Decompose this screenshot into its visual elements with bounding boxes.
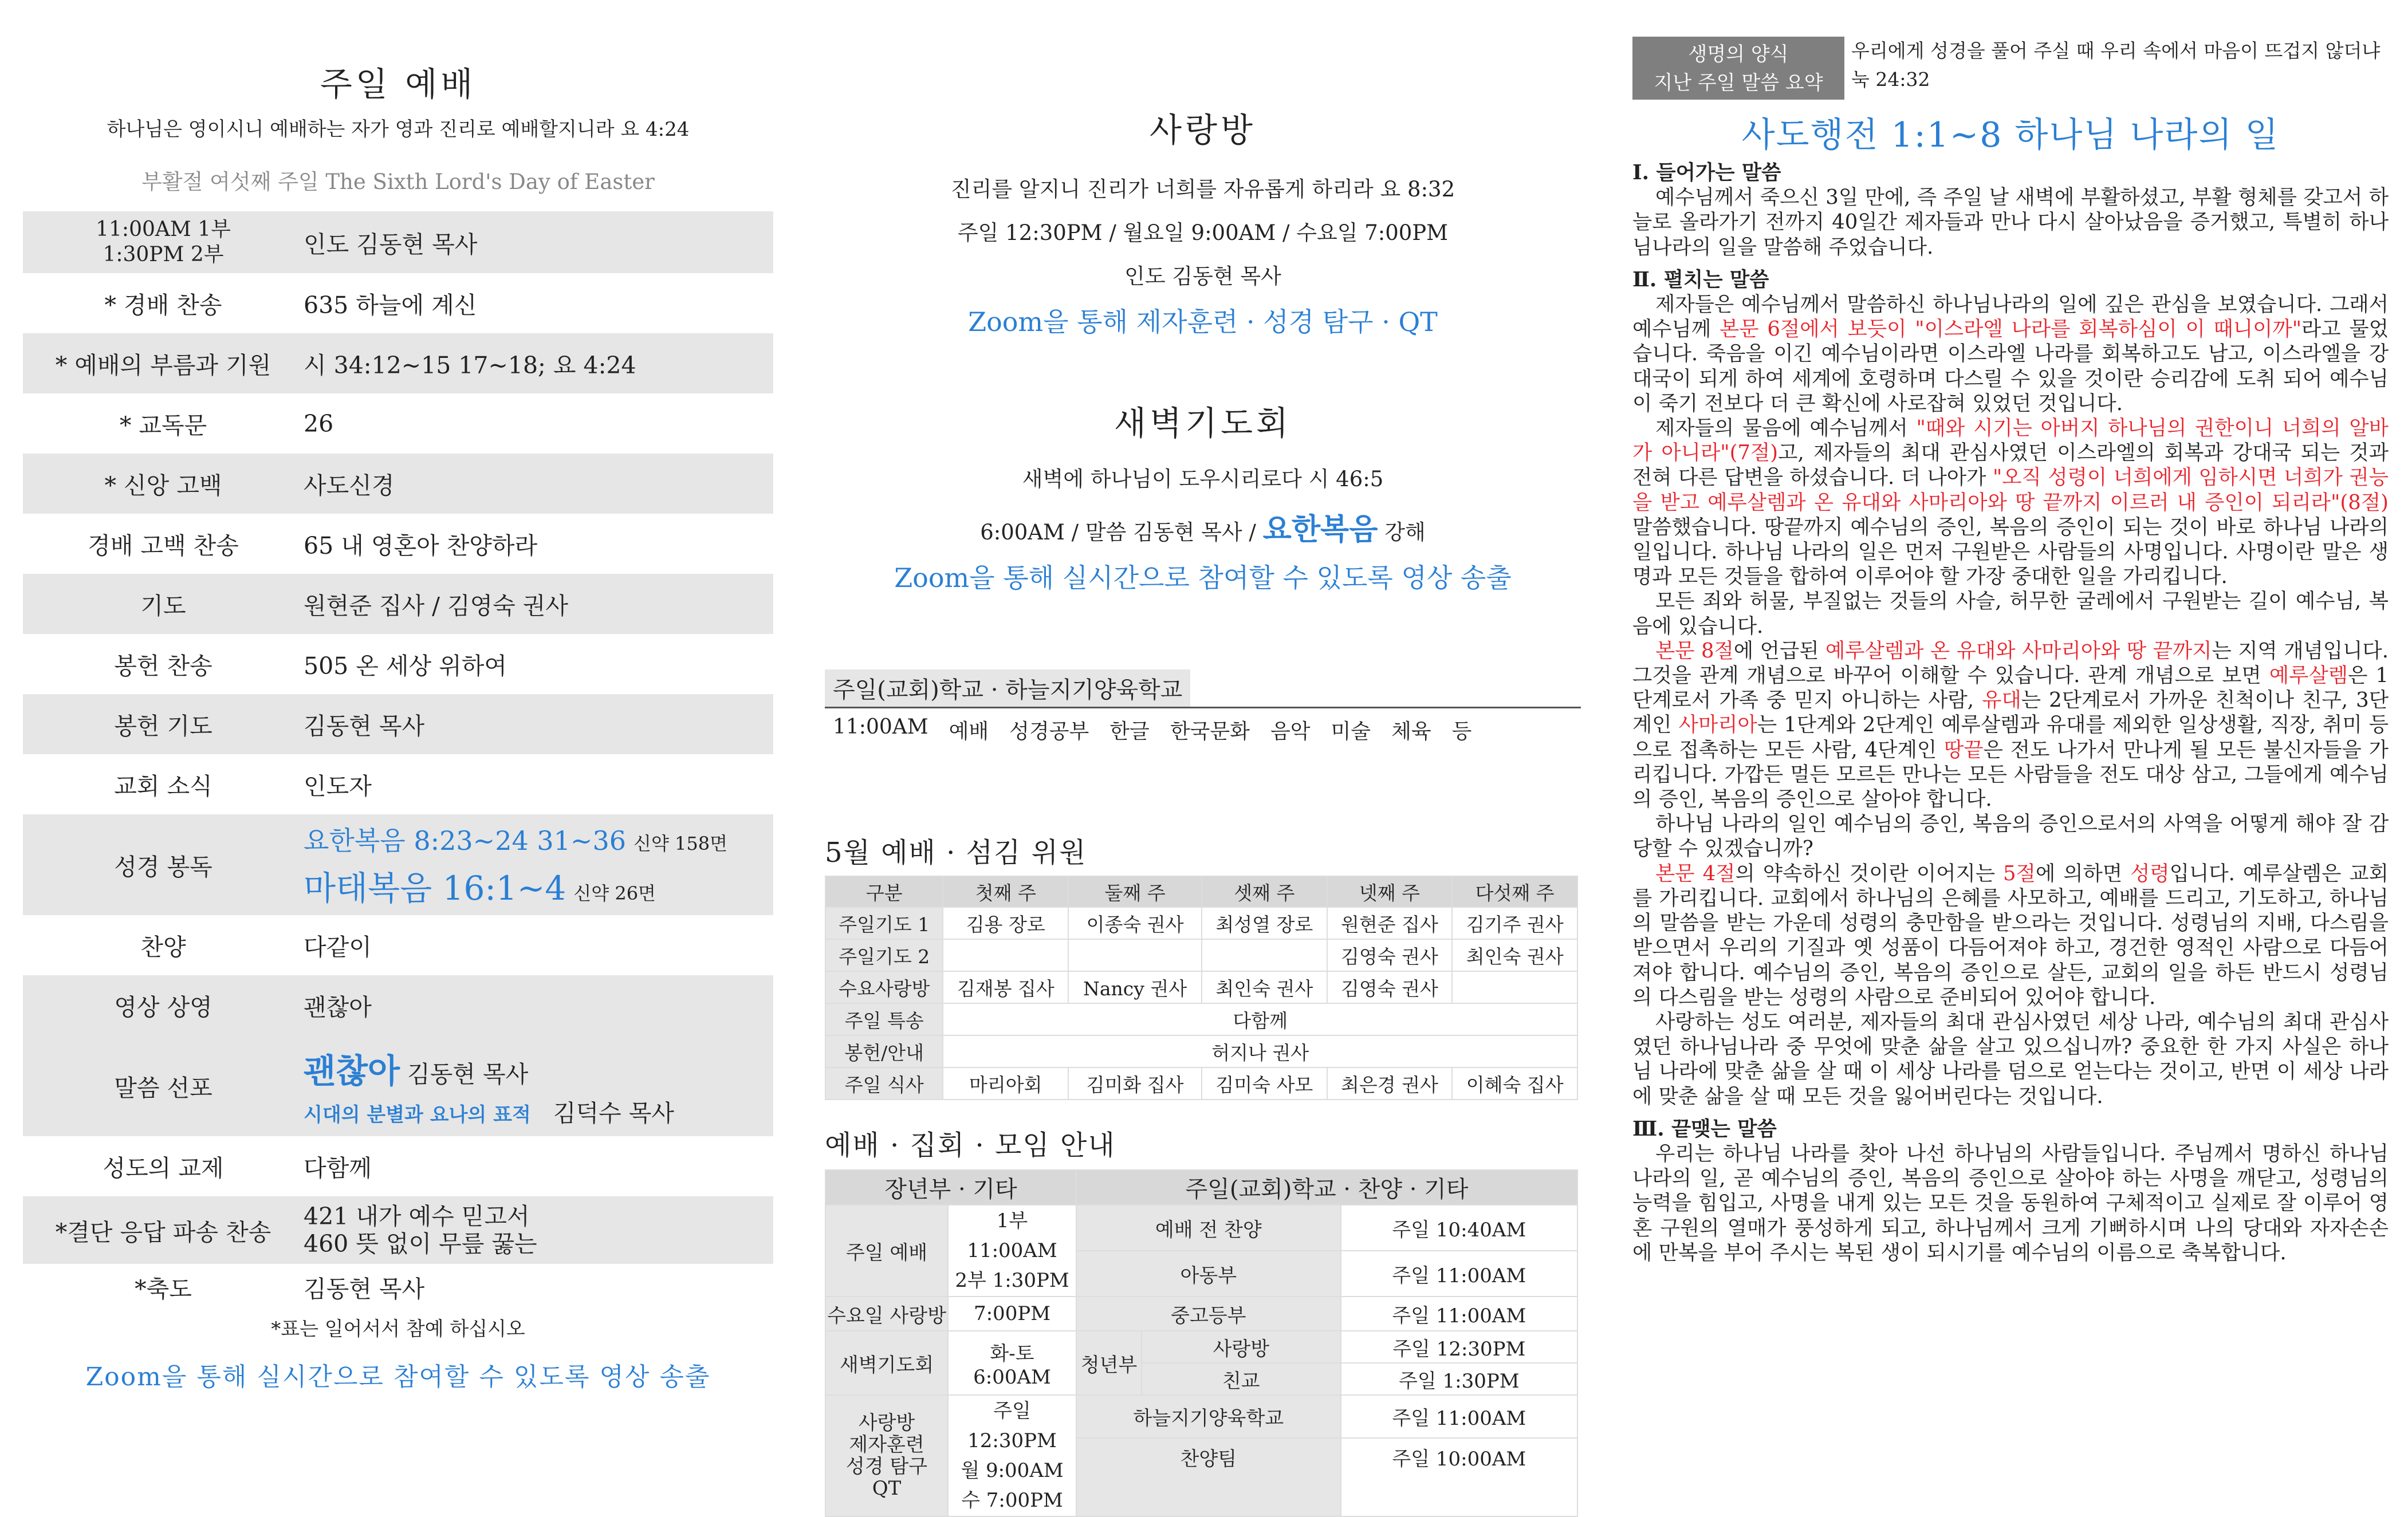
sermon-summary-column — [1632, 0, 2389, 1460]
school-item: 음악 — [1270, 720, 1311, 743]
sermon-title: 괜찮아 — [304, 1051, 400, 1090]
order-row: 기도 원현준 집사 / 김영숙 권사 — [23, 574, 773, 634]
order-row: * 경배 찬송 635 하늘에 계신 — [104, 291, 477, 319]
committee-row: 수요사랑방 김재봉 집사 Nancy 권사 최인숙 권사 김영숙 권사 — [825, 971, 1577, 1003]
reading-2: 마태복음 16:1~4 — [304, 869, 566, 908]
dawn-verse: 새벽에 하나님이 도우시리로다 시 46:5 — [1022, 467, 1384, 491]
service-time-row: 11:00AM 1부 1:30PM 2부 인도 김동현 목사 — [23, 211, 773, 273]
committee-row: 주일기도 2 김영숙 권사 최인숙 권사 — [825, 939, 1577, 971]
committee-row: 주일 특송 다함께 — [825, 1003, 1577, 1035]
summary-tag: 생명의 양식 지난 주일 말씀 요약 — [1632, 37, 1844, 100]
sunday-name: 부활절 여섯째 주일 The Sixth Lord's Day of Easter — [141, 170, 655, 194]
worship-verse: 하나님은 영이시니 예배하는 자가 영과 진리로 예배할지니라 요 4:24 — [107, 118, 690, 141]
school-item: 등 — [1451, 720, 1472, 743]
sermon-row: 말씀 선포 괜찮아 김동현 목사 시대의 분별과 요나의 표적 김덕수 목사 — [23, 1035, 773, 1136]
order-row: 봉헌 찬송 505 온 세상 위하여 — [114, 652, 507, 680]
order-items-2 — [23, 915, 773, 1035]
closing-row: *결단 응답 파송 찬송 421 내가 예수 믿고서 460 뜻 없이 무릎 꿇는 — [23, 1196, 773, 1264]
dawn-zoom: Zoom을 통해 실시간으로 참여할 수 있도록 영상 송출 — [894, 562, 1512, 593]
meetings-title: 예배 · 집회 · 모임 안내 — [825, 1129, 1116, 1161]
order-row: * 예배의 부름과 기원 시 34:12~15 17~18; 요 4:24 — [23, 333, 773, 393]
order-items — [23, 273, 773, 814]
order-row: 영상 상영 괜찮아 — [23, 975, 773, 1035]
sarang-zoom: Zoom을 통해 제자훈련 · 성경 탐구 · QT — [968, 306, 1438, 337]
summary-title: 사도행전 1:1~8 하나님 나라의 일 — [1741, 115, 2280, 155]
announcements-column — [825, 0, 1581, 1512]
order-row: * 교독문 26 — [119, 409, 334, 439]
sarang-leader: 인도 김동현 목사 — [1124, 264, 1281, 289]
zoom-notice: Zoom을 통해 실시간으로 참여할 수 있도록 영상 송출 — [85, 1362, 711, 1392]
dawn-title: 새벽기도회 — [1113, 404, 1292, 443]
summary-body: Ⅰ. 들어가는 말씀 예수님께서 죽으신 3일 만에, 즉 주일 날 새벽에 부활하셨고, 부활 형체를 갖고서 하늘로 올라가기 전까지 40일간 제자들과 만나 다시 살아났음을 증거했고, 특별히 하나님나라의 일을 말씀해 주었습니다. Ⅱ. 펼치는 말씀 제자들은 예수님께서 말씀하신 하나님나라의 일에 깊은 관심을 보였습니다. 그래서 예수님께 본문 6절에서 보듯이 "이스라엘 나라를 회복하심이 이 때니이까"라고 물었습니다. 죽음을 이긴 예수님이라면 이스라엘 나라를 회복하고도 남고, 이스라엘을 강대국이 되게 하여 세계에 호령하며 다스릴 수 있을 것이란 승리감에 도취 되어 예수님이 죽기 전보다 더 큰 확신에 사로잡혀 있었던 것입니다. 제자들의 물음에 예수님께서 "때와 시기는 아버지 하나님의 권한이니 너희의 알바가 아니라"(7절)고, 제자들의 최대 관심사였던 이스라엘의 회복과 강대국 되는 것과 전혀 다른 답변을 하셨습니다. 더 나아가 "오직 성령이 너희에게 임하시면 너희가 권능을 받고 예루살렘과 온 유대와 사마리아와 땅 끝까지 이르러 내 증인이 되리라"(8절) 말씀했습니다. 땅끝까지 예수님의 증인, 복음의 증인이 되는 것이 바로 하나님 나라의 일입니다. 하나님 나라의 일은 먼저 구원받은 사람들의 사명입니다. 사명이란 말은 생명과 모든 것들을 합하여 이루어야 할 가장 중대한 일을 가리킵니다. 모든 죄와 허물, 부질없는 것들의 사슬, 허무한 굴레에서 구원받는 길이 예수님, 복음에 있습니다. 본문 8절에 언급된 예루살렘과 온 유대와 사마리아와 땅 끝까지는 지역 개념입니다. 그것을 관계 개념으로 바꾸어 이해할 수 있습니다. 관계 개념으로 보면 예루살렘은 1단계로서 가족 중 믿지 아니하는 사람, 유대는 2단계로서 가까운 친척이나 친구, 3단계인 사마리아는 1단계와 2단계인 예루살렘과 유대를 제외한 일상생활, 직장, 취미 등으로 접촉하는 모든 사람, 4단계인 땅끝은 전도 나가서 만나게 될 모든 불신자들을 가리킵니다. 가깝든 멀든 모르든 만나는 모든 사람들을 전도 대상 삼고, 그들에게 예수님의 증인, 복음의 증인으로 살아야 합니다. 하나님 나라의 일인 예수님의 증인, 복음의 증인으로서의 사역을 어떻게 해야 잘 감당할 수 있겠습니까? 본문 4절의 약속하신 것이란 이어지는 5절에 의하면 성령입니다. 예루살렘은 교회를 가리킵니다. 교회에서 하나님의 은혜를 사모하고, 예배를 드리고, 기도하고, 하나님의 말씀을 받는 가운데 성령의 충만함을 받으라는 것입니다. 성령님의 지배, 다스림을 받으면서 우리의 기질과 옛 성품이 다듬어져야 하고, 경건한 영적인 사람으로 다듬어져야 합니다. 예수님의 증인, 복음의 증인으로 살든, 교회의 일을 하든 반드시 성령님의 다스림을 받는 성령의 사람으로 준비되어 있어야 합니다. 사랑하는 성도 여러분, 제자들의 최대 관심사였던 세상 나라, 예수님의 최대 관심사였던 하나님나라 중 무엇에 맞춘 삶을 살고 있으십니까? 중요한 한 가지 사실은 하나님 나라에 맞춘 삶을 살 때 이 세상 나라를 덤으로 얻는다는 것이고, 반면 이 세상 나라에 맞춘 삶을 살 때 모든 것을 잃어버린다는 것입니다. Ⅲ. 끝맺는 말씀 우리는 하나님 나라를 찾아 나선 하나님의 사람들입니다. 주님께서 명하신 하나님 나라의 일, 곧 예수님의 증인, 복음의 증인으로 살아야 하는 사명을 깨닫고, 성령님의 능력을 힘입고, 사명을 내게 있는 모든 것을 동원하여 구체적이고 실제로 잘 이루어 영혼 구원의 열매가 풍성하게 되고, 하나님께서 크게 기뻐하시며 나의 당대와 자자손손에 만복을 부어 주시는 복된 생이 되시기를 예수님의 이름으로 축복합니다. — [1632, 161, 2389, 1264]
order-list — [23, 211, 773, 1310]
school-item: 한국문화 — [1170, 720, 1250, 743]
fellowship-row: 성도의 교제 다함께 — [103, 1155, 372, 1182]
sermon2-title: 시대의 분별과 요나의 표적 — [304, 1103, 531, 1126]
standing-note: *표는 일어서서 참예 하십시오 — [271, 1318, 525, 1341]
reading-1: 요한복음 8:23~24 31~36 — [304, 825, 626, 856]
sarang-verse: 진리를 알지니 진리가 너희를 자유롭게 하리라 요 8:32 — [950, 177, 1455, 202]
sarang-title: 사랑방 — [1149, 111, 1257, 149]
order-row: * 신앙 고백 사도신경 — [23, 454, 773, 514]
committee-row: 주일기도 1 김용 장로 이종숙 권사 최성열 장로 원현준 집사 김기주 권사 — [825, 907, 1577, 939]
order-row: 봉헌 기도 김동현 목사 — [23, 694, 773, 754]
school-items — [825, 715, 1581, 744]
order-row: 경배 고백 찬송 65 내 영혼아 찬양하라 — [88, 532, 538, 559]
worship-order-column — [23, 0, 773, 1460]
school-item: 성경공부 — [1009, 720, 1089, 743]
committee-table: 구분 첫째 주 둘째 주 셋째 주 넷째 주 다섯째 주 주일기도 1 김용 장로 이종숙 권사 최성열 장로 원현준 집사 김기주 권사 주일기도 2 김영숙 권사 최인숙 권사 수요사랑방 김재봉 집사 Nancy 권사 최인숙 권사 김영숙 권사 주일 특송 다함께 봉헌/안내 허지나 권사 주일 식사 마리아회 김미화 집사 김미숙 사모 최은경 권사 이혜숙 집사 — [825, 876, 1578, 1100]
sarang-times: 주일 12:30PM / 월요일 9:00AM / 수요일 7:00PM — [957, 220, 1449, 245]
school-item: 체육 — [1391, 720, 1431, 743]
summary-verse: 우리에게 성경을 풀어 주실 때 우리 속에서 마음이 뜨겁지 않더냐 눅 24:32 — [1851, 40, 2381, 90]
school-header: 주일(교회)학교 · 하늘지기양육학교 — [825, 669, 1581, 708]
order-row: 교회 소식 인도자 — [114, 773, 372, 800]
school-item: 미술 — [1331, 720, 1371, 743]
benediction-row: *축도 김동현 목사 — [135, 1275, 425, 1303]
committee-row: 봉헌/안내 허지나 권사 — [825, 1035, 1577, 1067]
order-row: 찬양 다같이 — [140, 933, 372, 961]
meetings-table: 장년부 · 기타 주일(교회)학교 · 찬양 · 기타 주일 예배 1부 11:00AM 2부 1:30PM 예배 전 찬양 주일 10:40AM 아동부 주일 11:00AM 수요일 사랑방 7:00PM 중고등부 주일 11:00AM 새벽기도회 화-토 6:00AM 청년부 사랑방 주일 12:30PM 친교 주일 1:30PM 사랑방 제자훈련 성경 탐구 QT 주일 12:30PM 월 9:00AM 수 7:00PM 하늘지기양육학교 주일 11:00AM 찬양팀 주일 10:00AM — [825, 1169, 1578, 1517]
committee-title: 5월 예배 · 섬김 위원 — [825, 837, 1087, 869]
committee-row: 주일 식사 마리아회 김미화 집사 김미숙 사모 최은경 권사 이혜숙 집사 — [825, 1067, 1577, 1100]
reading-row: 성경 봉독 요한복음 8:23~24 31~36 신약 158면 마태복음 16:1~4 신약 26면 — [23, 814, 773, 915]
summary-header — [1632, 37, 2389, 100]
dawn-line: 6:00AM / 말씀 김동현 목사 / 요한복음 강해 — [980, 512, 1426, 547]
school-item: 11:00AM — [833, 715, 928, 739]
worship-title: 주일 예배 — [320, 65, 477, 104]
school-item: 예배 — [949, 720, 989, 743]
school-item: 한글 — [1109, 720, 1150, 743]
